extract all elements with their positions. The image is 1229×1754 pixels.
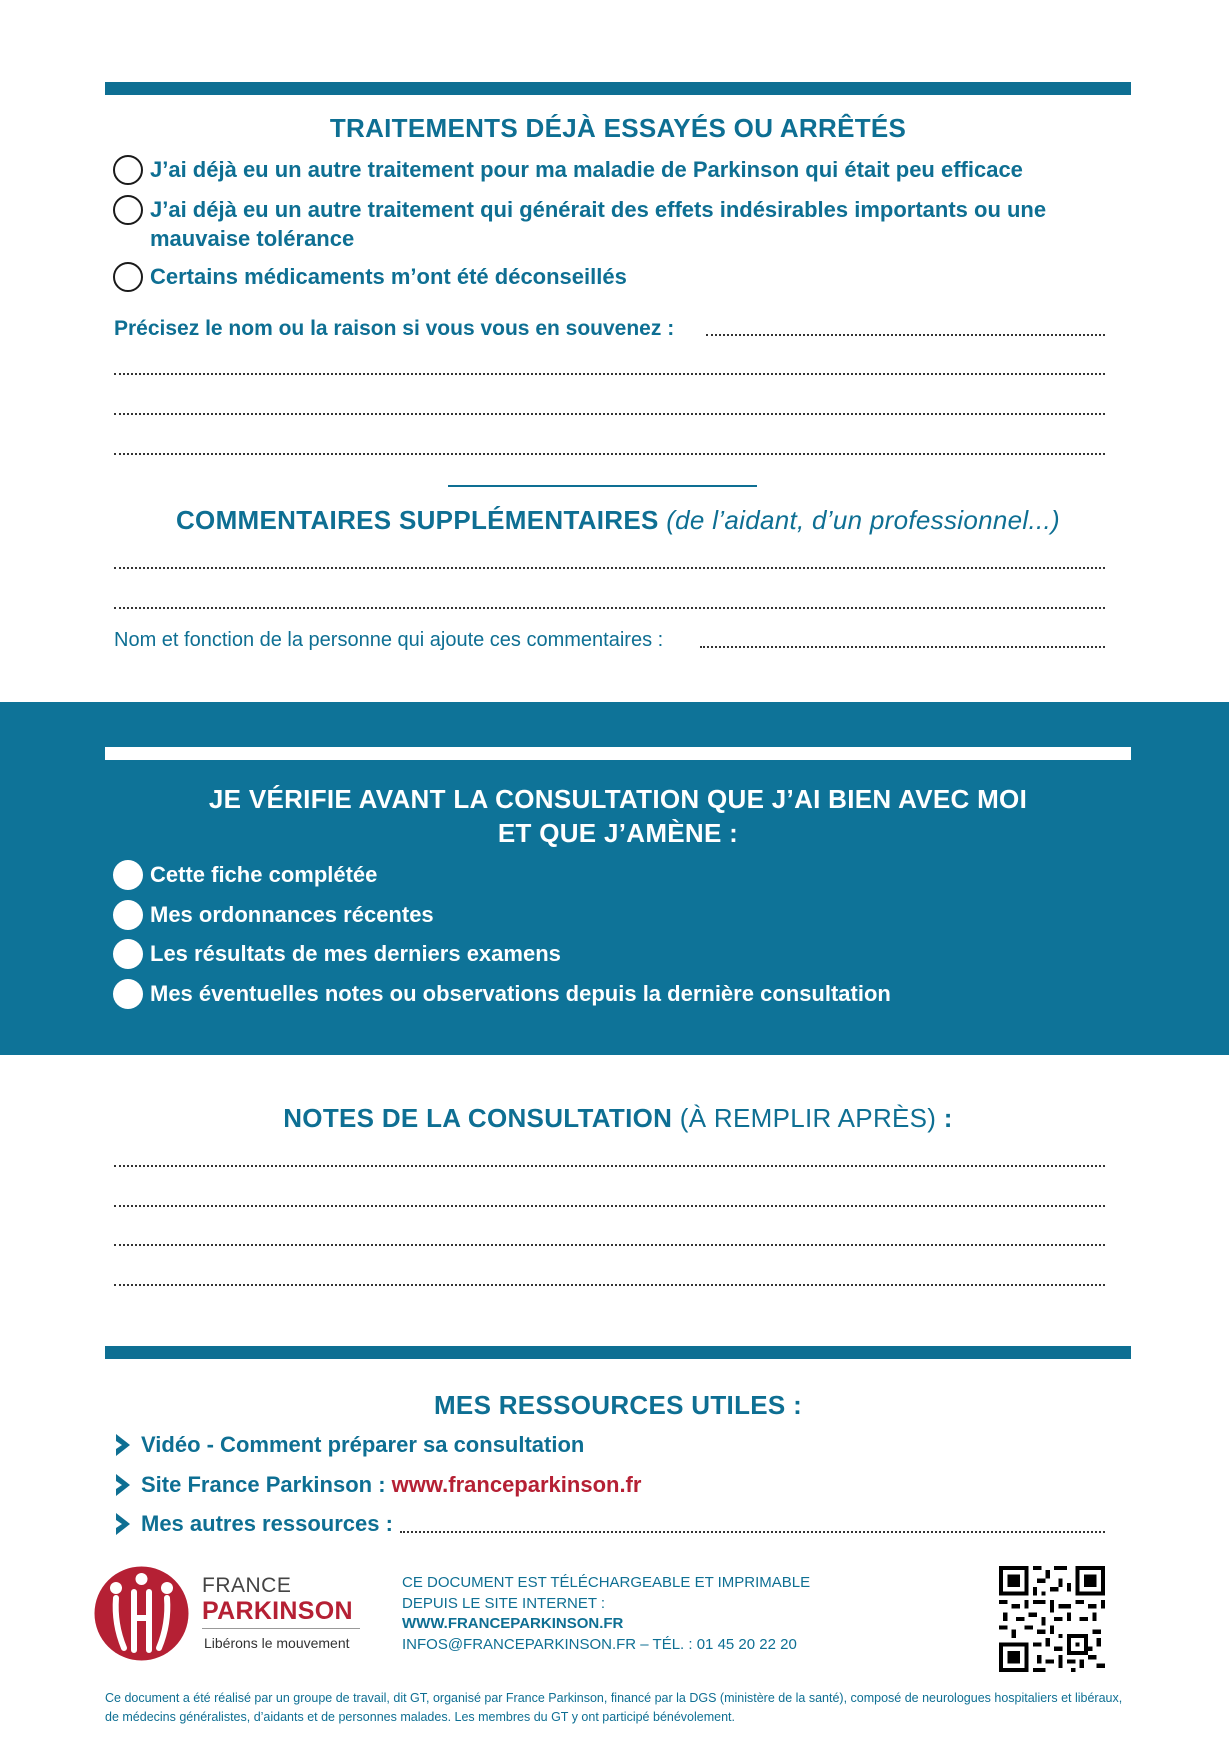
specify-input-line-4[interactable] [114, 453, 1105, 455]
specify-input-line-3[interactable] [114, 413, 1105, 415]
comments-title: COMMENTAIRES SUPPLÉMENTAIRES (de l’aidant, d’un professionnel...) [175, 505, 1061, 535]
qr-code[interactable] [999, 1566, 1105, 1672]
logo-emblem-icon [94, 1566, 189, 1661]
radio-circle[interactable] [113, 262, 143, 292]
comments-name-input-line[interactable] [700, 646, 1105, 648]
chevron-right-icon [113, 1473, 133, 1497]
download-info: CE DOCUMENT EST TÉLÉCHARGEABLE ET IMPRIMABLE DEPUIS LE SITE INTERNET : WWW.FRANCEPARKINSON.FR INFOS@FRANCEPARKINSON.FR – TÉL. : 01 45 20 22 20 [402, 1573, 810, 1655]
checklist-title-line2: ET QUE J’AMÈNE : [497, 818, 739, 848]
notes-title: NOTES DE LA CONSULTATION (À REMPLIR APRÈS) : [283, 1103, 953, 1133]
band-top-rule [105, 747, 1131, 760]
notes-input-line-4[interactable] [114, 1284, 1105, 1286]
checkbox-circle[interactable] [113, 939, 143, 969]
logo-name-line2: PARKINSON [202, 1597, 353, 1625]
checklist-item[interactable]: Cette fiche complétée [113, 860, 377, 890]
resources-top-rule [105, 1346, 1131, 1359]
checklist-band [0, 702, 1229, 1055]
other-resources-input-line[interactable] [400, 1531, 1105, 1533]
footnote: Ce document a été réalisé par un groupe de travail, dit GT, organisé par France Parkinson, financé par la DGS (ministère de la santé), composé de neurologues hospitaliers et libéraux, de médecins généralistes, d’aidants et de personnes malades. Les membres du GT y ont participé bénévolement. [105, 1691, 1123, 1724]
treatments-title: TRAITEMENTS DÉJÀ ESSAYÉS OU ARRÊTÉS [329, 113, 907, 143]
notes-input-line-2[interactable] [114, 1205, 1105, 1207]
checklist-title-line1: JE VÉRIFIE AVANT LA CONSULTATION QUE J’AI BIEN AVEC MOI [208, 784, 1028, 814]
resources-title: MES RESSOURCES UTILES : [433, 1390, 803, 1420]
website-link[interactable]: WWW.FRANCEPARKINSON.FR [402, 1615, 624, 1632]
checklist-item[interactable]: Les résultats de mes derniers examens [113, 939, 561, 969]
checkbox-circle[interactable] [113, 900, 143, 930]
treatment-option-2[interactable]: J’ai déjà eu un autre traitement qui générait des effets indésirables importants ou une mauvaise tolérance [113, 195, 1110, 253]
chevron-right-icon [113, 1433, 133, 1457]
treatment-option-3[interactable]: Certains médicaments m’ont été déconseillés [113, 262, 627, 292]
comments-input-line-2[interactable] [114, 607, 1105, 609]
notes-input-line-1[interactable] [114, 1165, 1105, 1167]
checklist-item[interactable]: Mes éventuelles notes ou observations depuis la dernière consultation [113, 979, 891, 1009]
site-url-link[interactable]: www.franceparkinson.fr [391, 1472, 642, 1497]
radio-circle[interactable] [113, 195, 143, 225]
radio-circle[interactable] [113, 155, 143, 185]
treatment-option-1[interactable]: J’ai déjà eu un autre traitement pour ma maladie de Parkinson qui était peu efficace [113, 155, 1110, 185]
france-parkinson-logo [94, 1566, 374, 1661]
specify-input-line[interactable] [706, 334, 1105, 336]
chevron-right-icon [113, 1512, 133, 1536]
logo-divider [202, 1628, 360, 1629]
specify-label: Précisez le nom ou la raison si vous vous en souvenez : [114, 317, 675, 340]
comments-input-line-1[interactable] [114, 567, 1105, 569]
resource-site-link[interactable]: Site France Parkinson : www.franceparkinson.fr [113, 1472, 641, 1498]
section-top-rule [105, 82, 1131, 95]
checkbox-circle[interactable] [113, 979, 143, 1009]
checklist-item[interactable]: Mes ordonnances récentes [113, 900, 434, 930]
checkbox-circle[interactable] [113, 860, 143, 890]
resource-other: Mes autres ressources : [113, 1511, 393, 1537]
comments-name-label: Nom et fonction de la personne qui ajoute ces commentaires : [114, 629, 664, 651]
logo-tagline: Libérons le mouvement [204, 1635, 350, 1651]
section-divider [448, 485, 757, 487]
logo-name-line1: FRANCE [202, 1574, 292, 1597]
notes-input-line-3[interactable] [114, 1244, 1105, 1246]
contact-info: INFOS@FRANCEPARKINSON.FR – TÉL. : 01 45 20 22 20 [402, 1635, 797, 1653]
resource-video-link[interactable]: Vidéo - Comment préparer sa consultation [113, 1432, 584, 1458]
specify-input-line-2[interactable] [114, 373, 1105, 375]
